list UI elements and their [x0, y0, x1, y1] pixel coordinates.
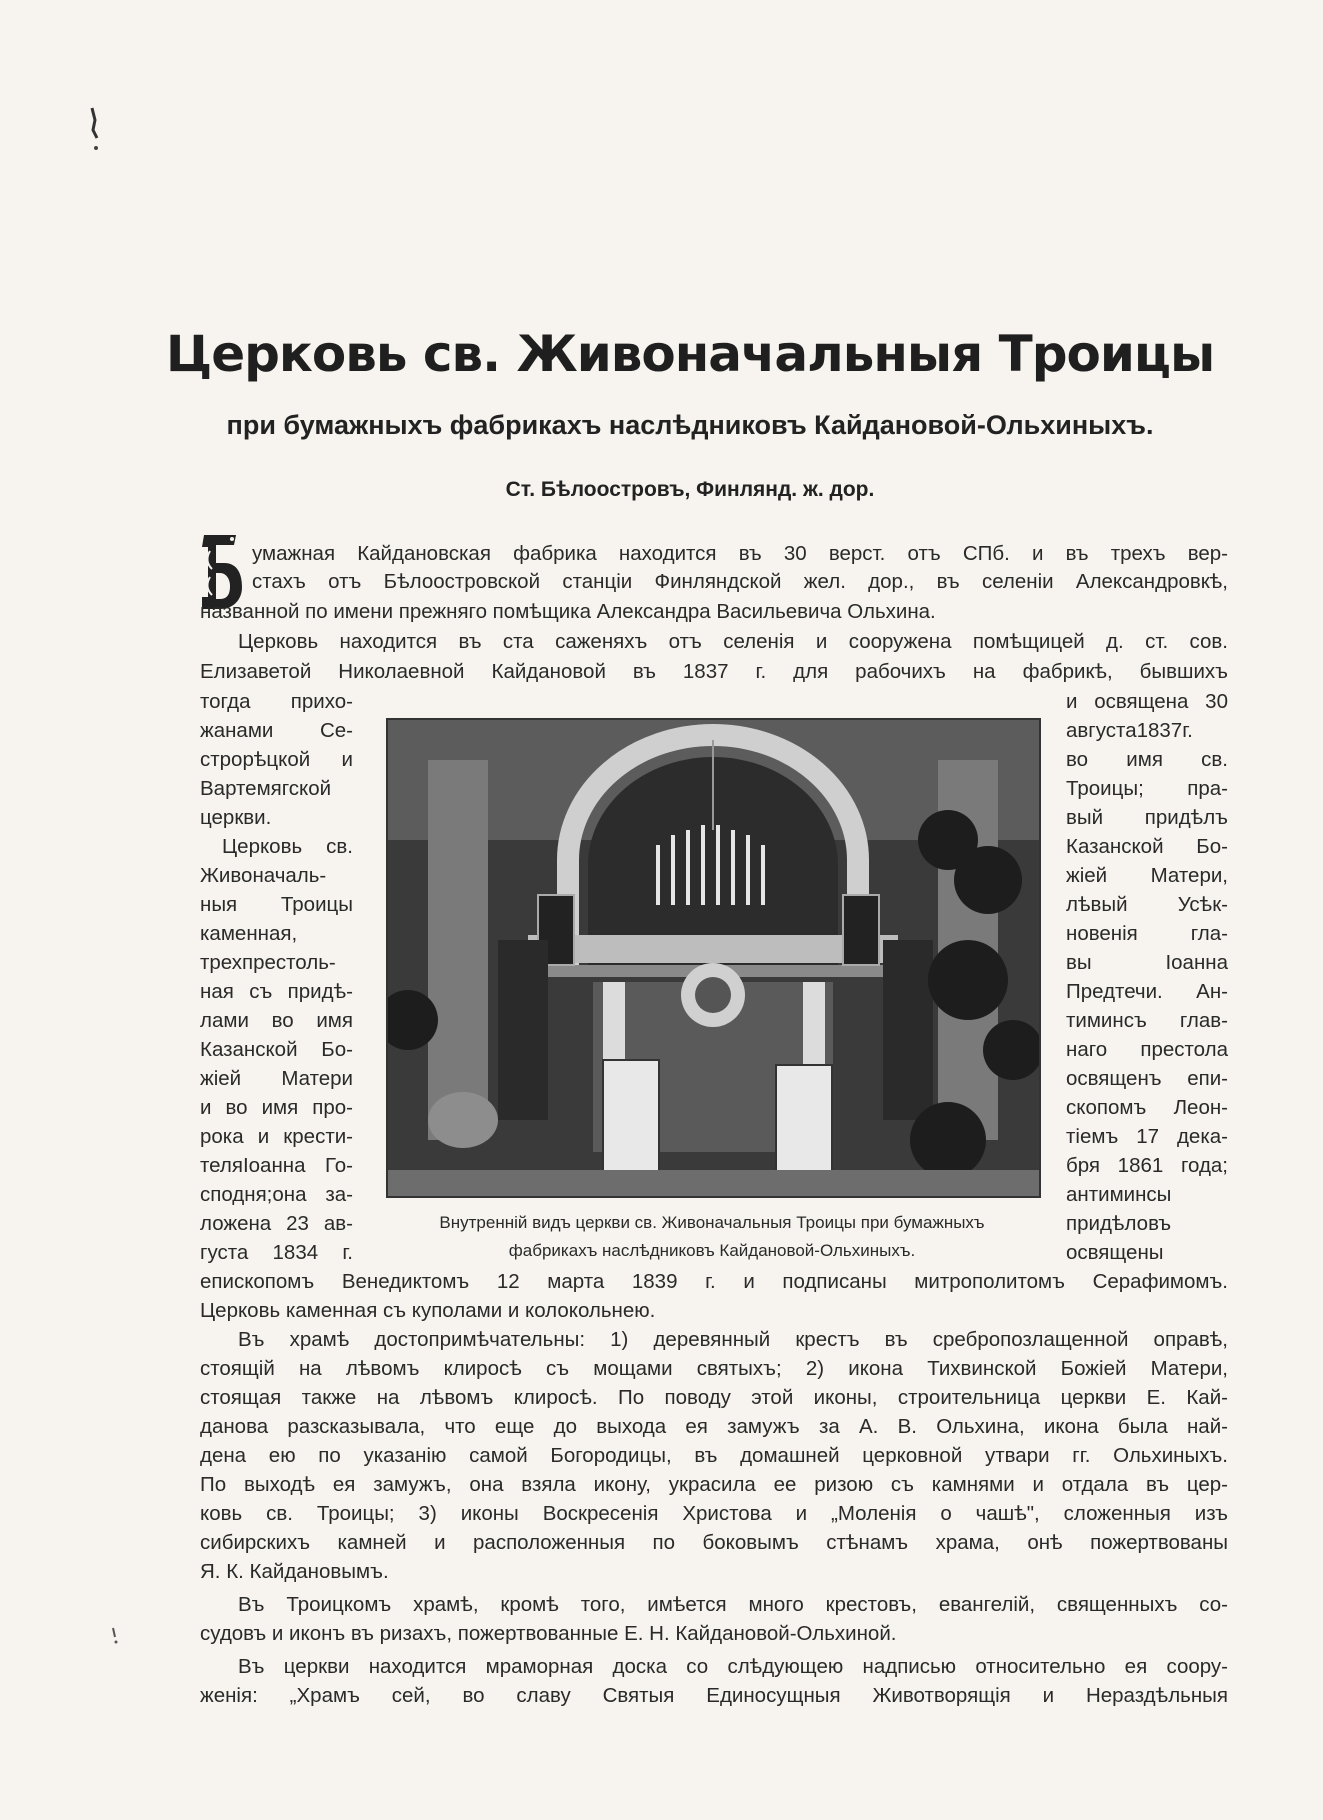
left-column-line: теляІоанна Го-	[200, 1154, 353, 1177]
page-title: Церковь св. Живоначальныя Троицы	[165, 325, 1215, 383]
text-line: женія: „Храмъ сей, во славу Святыя Единосущныя Животворящія и Нераздѣльныя	[200, 1684, 1228, 1707]
right-column-line: тиминсъ глав-	[1066, 1009, 1228, 1032]
left-column-line: трехпрестоль-	[200, 951, 336, 974]
left-column-line: каменная,	[200, 922, 298, 945]
page-subtitle: при бумажныхъ фабрикахъ наслѣдниковъ Кайдановой-Ольхиныхъ.	[226, 410, 1154, 440]
text-line: стоящая также на лѣвомъ клиросѣ. По поводу этой иконы, строительница церкви Е. Кай-	[200, 1386, 1228, 1409]
text-line: Елизаветой Николаевной Кайдановой въ 1837 г. для рабочихъ на фабрикѣ, бывшихъ	[200, 660, 1228, 683]
left-column-line: рока и крести-	[200, 1125, 353, 1148]
text-line: данова разсказывала, что еще до выхода ея замужъ за А. В. Ольхина, икона была най-	[200, 1415, 1228, 1438]
right-column-line: придѣловъ	[1066, 1212, 1172, 1235]
left-column-line: ная съ придѣ-	[200, 980, 353, 1003]
right-column-line: вы Іоанна	[1066, 951, 1228, 974]
left-column-line: Живоначаль-	[200, 864, 327, 887]
left-column-line: жанами Се-	[200, 719, 353, 742]
text-line: ковь св. Троицы; 3) иконы Воскресенія Христова и „Моленія о чашѣ", сложенныя изъ	[200, 1502, 1228, 1525]
text-line: Церковь находится въ ста саженяхъ отъ селенія и сооружена помѣщицей д. ст. сов.	[238, 630, 1228, 653]
right-column-line: бря 1861 года;	[1066, 1154, 1228, 1177]
location-line: Ст. Бѣлоостровъ, Финлянд. ж. дор.	[505, 478, 875, 501]
right-column-line: и освящена 30	[1066, 690, 1228, 713]
right-column-line: августа1837г.	[1066, 719, 1193, 742]
left-column-line: сподня;она за-	[200, 1183, 353, 1206]
text-line: умажная Кайдановская фабрика находится въ 30 верст. отъ СПб. и въ трехъ вер-	[252, 542, 1228, 565]
left-column-line: лами во имя	[200, 1009, 353, 1032]
right-column-line: Казанской Бо-	[1066, 835, 1228, 858]
right-column-line: Троицы; пра-	[1066, 777, 1228, 800]
left-column-line: Казанской Бо-	[200, 1038, 353, 1061]
right-column-line: во имя св.	[1066, 748, 1228, 771]
left-column-line: жіей Матери	[200, 1067, 353, 1090]
left-column-line: ложена 23 ав-	[200, 1212, 353, 1235]
text-line: стахъ отъ Бѣлоостровской станціи Финляндской жел. дор., въ селеніи Александровкѣ,	[252, 570, 1228, 593]
church-interior-illustration	[388, 720, 1039, 1196]
left-column-line: и во имя про-	[200, 1096, 353, 1119]
text-line: названной по имени прежняго помѣщика Александра Васильевича Ольхина.	[200, 600, 936, 623]
left-column-line: Вартемягской	[200, 777, 332, 800]
right-column-line: жіей Матери,	[1066, 864, 1228, 887]
text-line: Церковь каменная съ куполами и колокольнею.	[200, 1299, 656, 1322]
right-column-line: новенія гла-	[1066, 922, 1228, 945]
left-column-line: строрѣцкой и	[200, 748, 353, 771]
photo-caption-line: фабрикахъ наслѣдниковъ Кайдановой-Ольхиныхъ.	[508, 1241, 916, 1260]
right-column-line: антиминсы	[1066, 1183, 1172, 1206]
right-column-line: тіемъ 17 дека-	[1066, 1125, 1228, 1148]
text-line: судовъ и иконъ въ ризахъ, пожертвованные Е. Н. Кайдановой-Ольхиной.	[200, 1622, 897, 1645]
photo-caption-line: Внутренній видъ церкви св. Живоначальныя Троицы при бумажныхъ	[439, 1213, 985, 1232]
right-column-line: вый придѣлъ	[1066, 806, 1228, 829]
text-line: По выходѣ ея замужъ, она взяла икону, украсила ее ризою съ камнями и отдала въ цер-	[200, 1473, 1228, 1496]
right-column-line: скопомъ Леон-	[1066, 1096, 1228, 1119]
text-line: Въ храмѣ достопримѣчательны: 1) деревянный крестъ въ сребропозлащенной оправѣ,	[238, 1328, 1228, 1351]
left-column-line: тогда прихо-	[200, 690, 353, 713]
left-column-line: церкви.	[200, 806, 272, 829]
text-line: стоящій на лѣвомъ клиросѣ съ мощами святыхъ; 2) икона Тихвинской Божіей Матери,	[200, 1357, 1228, 1380]
text-line: дена ею по указанію самой Богородицы, въ домашней церковной утвари гг. Ольхиныхъ.	[200, 1444, 1228, 1467]
church-interior-photo	[386, 718, 1041, 1198]
text-line: епископомъ Венедиктомъ 12 марта 1839 г. и подписаны митрополитомъ Серафимомъ.	[200, 1270, 1228, 1293]
right-column-line: Предтечи. Ан-	[1066, 980, 1228, 1003]
right-column-line: освященъ епи-	[1066, 1067, 1228, 1090]
right-column-line: лѣвый Усѣк-	[1066, 893, 1228, 916]
text-line: Въ Троицкомъ храмѣ, кромѣ того, имѣется много крестовъ, евангелій, священныхъ со-	[238, 1593, 1228, 1616]
text-line: Я. К. Кайдановымъ.	[200, 1560, 389, 1583]
left-column-line: Церковь св.	[222, 835, 353, 858]
text-line: Въ церкви находится мраморная доска со слѣдующею надписью относительно ея соору-	[238, 1655, 1228, 1678]
text-line: сибирскихъ камней и расположенныя по боковымъ стѣнамъ храма, онѣ пожертвованы	[200, 1531, 1228, 1554]
right-column-line: освящены	[1066, 1241, 1164, 1264]
right-column-line: наго престола	[1066, 1038, 1228, 1061]
left-column-line: ныя Троицы	[200, 893, 353, 916]
left-column-line: густа 1834 г.	[200, 1241, 353, 1264]
